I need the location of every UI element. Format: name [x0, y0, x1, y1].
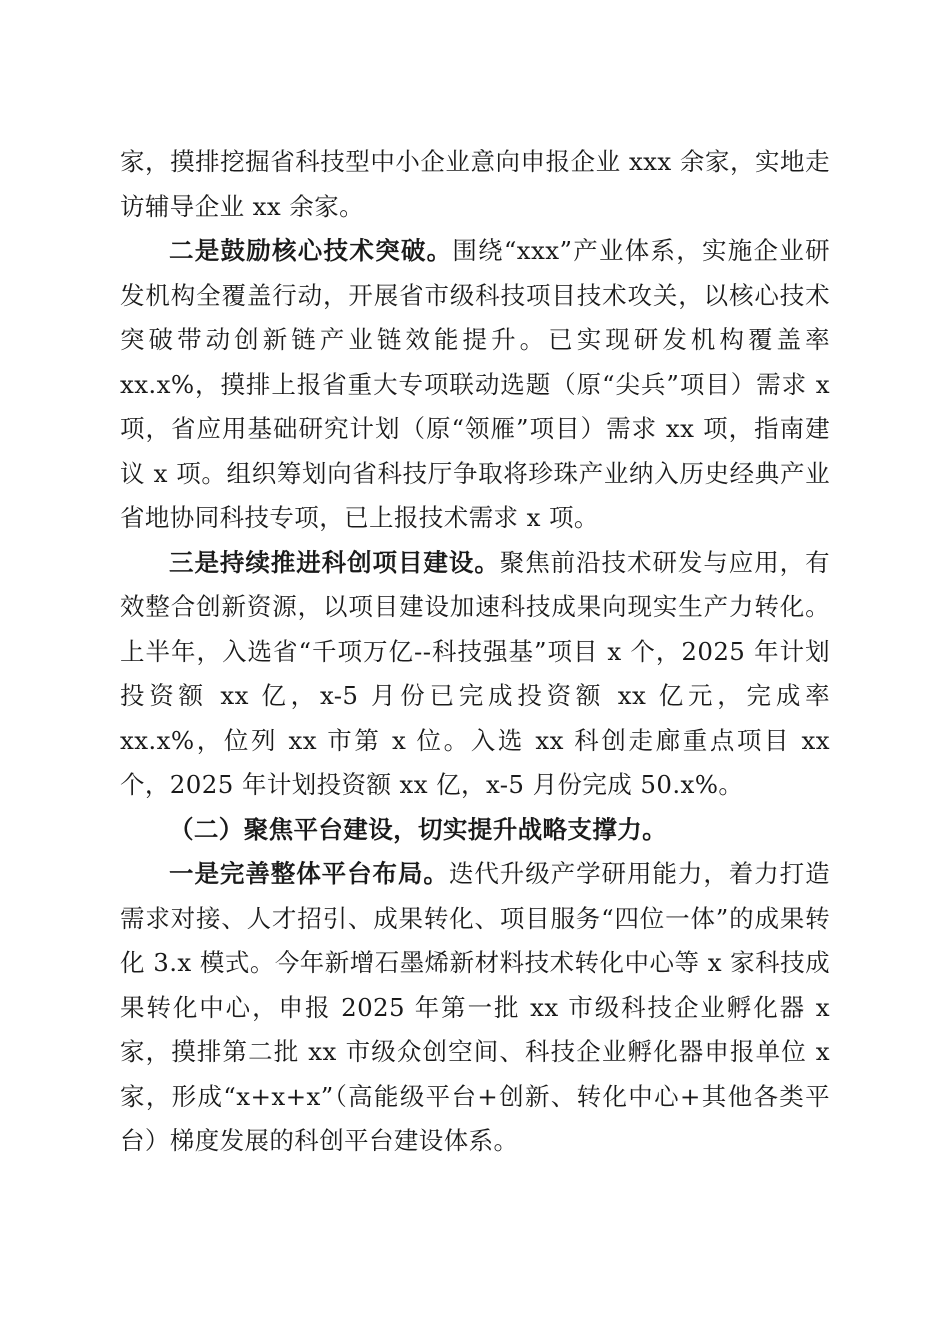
paragraph-text: 迭代升级产学研用能力，着力打造需求对接、人才招引、成果转化、项目服务“四位一体”的成果转化 3.x 模式。今年新增石墨烯新材料技术转化中心等 x 家科技成果转化中心，申报 2025 年第一批 xx 市级科技企业孵化器 x 家，摸排第二批 xx 市级众创空间、科技企业孵化器申报单位 x 家，形成“x+x+x”（高能级平台+创新、转化中心+其他各类平台）梯度发展的科创平台建设体系。: [120, 859, 831, 1155]
section-heading: （二）聚焦平台建设，切实提升战略支撑力。: [169, 814, 667, 844]
paragraph-lead: 一是完善整体平台布局。: [169, 859, 449, 888]
paragraph-projects: [120, 541, 830, 808]
paragraph-lead: 三是持续推进科创项目建设。: [169, 547, 500, 577]
paragraph-text: 聚焦前沿技术研发与应用，有效整合创新资源，以项目建设加速科技成果向现实生产力转化。上半年，入选省“千项万亿--科技强基”项目 x 个，2025 年计划投资额 xx 亿，x-5 月份已完成投资额 xx 亿元，完成率 xx.x%，位列 xx 市第 x 位。入选 xx 科创走廊重点项目 xx 个，2025 年计划投资额 xx 亿，x-5 月份完成 50.x%。: [120, 547, 831, 799]
document-body: [120, 140, 830, 1164]
paragraph-text: 家，摸排挖掘省科技型中小企业意向申报企业 xxx 余家，实地走访辅导企业 xx 余家。: [120, 147, 830, 221]
continued-paragraph: [120, 140, 830, 229]
paragraph-lead: 二是鼓励核心技术突破。: [169, 236, 453, 265]
paragraph-core-tech: [120, 229, 830, 541]
paragraph-text: 围绕“xxx”产业体系，实施企业研发机构全覆盖行动，开展省市级科技项目技术攻关，以核心技术突破带动创新链产业链效能提升。已实现研发机构覆盖率 xx.x%，摸排上报省重大专项联动选题（原“尖兵”项目）需求 x 项，省应用基础研究计划（原“领雁”项目）需求 xx 项，指南建议 x 项。组织筹划向省科技厅争取将珍珠产业纳入历史经典产业省地协同科技专项，已上报技术需求 x 项。: [120, 236, 830, 532]
paragraph-platform: [120, 852, 830, 1164]
